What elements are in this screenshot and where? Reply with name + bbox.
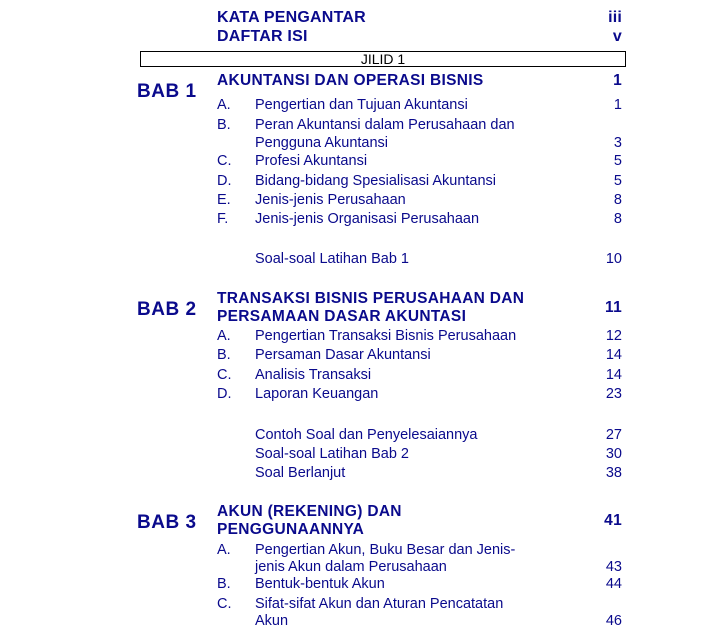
toc-item-letter: A.	[217, 328, 231, 344]
toc-item-page: 5	[613, 153, 622, 169]
toc-item-text: Peran Akuntansi dalam Perusahaan dan	[255, 117, 515, 133]
toc-item-page: 5	[613, 173, 622, 189]
chapter-title: AKUN (REKENING) DAN	[217, 503, 402, 520]
toc-item-page: 14	[605, 347, 622, 363]
toc-item-letter: C.	[217, 153, 232, 169]
front-matter-page: iii	[608, 9, 622, 26]
chapter-title: PERSAMAAN DASAR AKUNTASI	[217, 308, 467, 325]
toc-item-text: Pengguna Akuntansi	[255, 135, 389, 151]
toc-item-text: Laporan Keuangan	[255, 386, 379, 402]
volume-box: JILID 1	[140, 51, 626, 67]
toc-item-letter: C.	[217, 367, 232, 383]
toc-item-letter: D.	[217, 386, 232, 402]
toc-item-letter: A.	[217, 542, 231, 558]
toc-item-letter: A.	[217, 97, 231, 113]
toc-item-page: 23	[605, 386, 622, 402]
toc-item-page: 46	[605, 613, 622, 629]
toc-item-text: Analisis Transaksi	[255, 367, 372, 383]
toc-item-letter: C.	[217, 596, 232, 612]
front-matter-label: KATA PENGANTAR	[217, 9, 366, 26]
toc-extra-text: Soal Berlanjut	[255, 465, 346, 481]
toc-item-page: 3	[613, 135, 622, 151]
toc-item-letter: B.	[217, 576, 231, 592]
chapter-number: BAB 1	[137, 81, 197, 102]
chapter-number: BAB 2	[137, 299, 197, 320]
toc-item-text: jenis Akun dalam Perusahaan	[255, 559, 447, 575]
chapter-title: AKUNTANSI DAN OPERASI BISNIS	[217, 72, 484, 89]
chapter-page: 11	[605, 299, 622, 316]
toc-item-page: 43	[605, 559, 622, 575]
toc-item-text: Profesi Akuntansi	[255, 153, 368, 169]
toc-item-text: Jenis-jenis Perusahaan	[255, 192, 406, 208]
toc-extra-text: Soal-soal Latihan Bab 1	[255, 251, 409, 267]
toc-item-text: Pengertian dan Tujuan Akuntansi	[255, 97, 468, 113]
toc-item-text: Pengertian Transaksi Bisnis Perusahaan	[255, 328, 517, 344]
toc-item-letter: F.	[217, 211, 229, 227]
toc-item-page: 44	[605, 576, 622, 592]
toc-item-page: 8	[613, 211, 622, 227]
toc-item-page: 8	[613, 192, 622, 208]
front-matter-label: DAFTAR ISI	[217, 28, 308, 45]
toc-extra-text: Contoh Soal dan Penyelesaiannya	[255, 427, 478, 443]
toc-extra-page: 30	[605, 446, 622, 462]
toc-item-page: 1	[613, 97, 622, 113]
toc-item-text: Akun	[255, 613, 289, 629]
toc-item-letter: E.	[217, 192, 231, 208]
toc-item-text: Pengertian Akun, Buku Besar dan Jenis-	[255, 542, 516, 558]
toc-item-text: Jenis-jenis Organisasi Perusahaan	[255, 211, 480, 227]
toc-item-text: Bentuk-bentuk Akun	[255, 576, 385, 592]
toc-item-letter: B.	[217, 117, 231, 133]
chapter-title: PENGGUNAANNYA	[217, 521, 365, 538]
toc-item-page: 14	[605, 367, 622, 383]
front-matter-page: v	[612, 28, 622, 45]
toc-extra-text: Soal-soal Latihan Bab 2	[255, 446, 409, 462]
toc-item-text: Persaman Dasar Akuntansi	[255, 347, 431, 363]
chapter-page: 1	[613, 72, 622, 89]
toc-extra-page: 27	[605, 427, 622, 443]
toc-extra-page: 10	[605, 251, 622, 267]
toc-item-letter: B.	[217, 347, 231, 363]
chapter-title: TRANSAKSI BISNIS PERUSAHAAN DAN	[217, 290, 525, 307]
chapter-number: BAB 3	[137, 512, 197, 533]
toc-item-text: Sifat-sifat Akun dan Aturan Pencatatan	[255, 596, 504, 612]
chapter-page: 41	[604, 512, 622, 529]
toc-item-letter: D.	[217, 173, 232, 189]
toc-item-page: 12	[605, 328, 622, 344]
toc-item-text: Bidang-bidang Spesialisasi Akuntansi	[255, 173, 497, 189]
toc-extra-page: 38	[605, 465, 622, 481]
